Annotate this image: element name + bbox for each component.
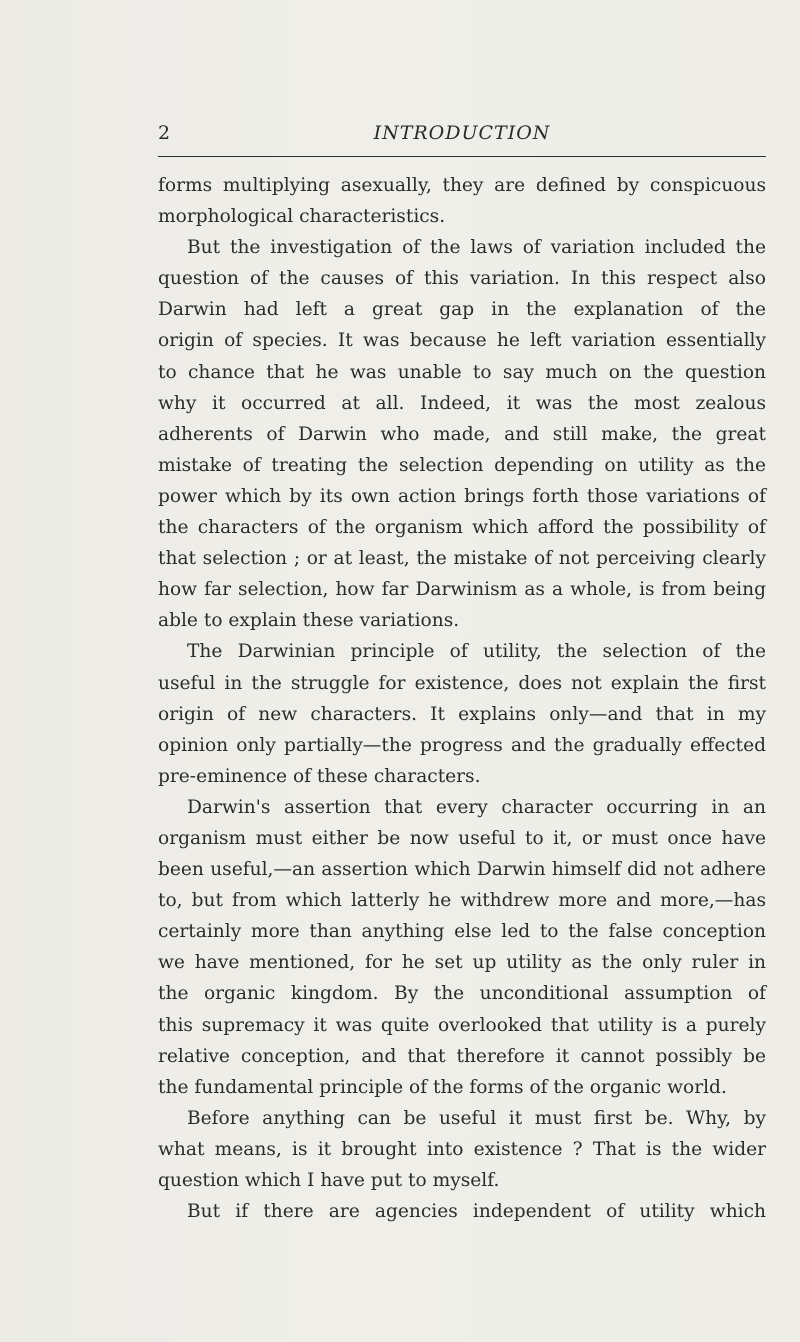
text-line: opinion only partially—the progress and the gradually effected <box>158 734 766 756</box>
text-line: this supremacy it was quite overlooked that utility is a purely <box>158 1014 766 1036</box>
text-line: forms multiplying asexually, they are defined by conspicuous <box>158 175 766 196</box>
text-line: But the investigation of the laws of variation included the <box>187 237 766 259</box>
text-line: question which I have put to myself. <box>158 1170 500 1191</box>
text-line: But if there are agencies independent of utility which <box>187 1201 766 1223</box>
text-line: the fundamental principle of the forms of the organic world. <box>158 1076 727 1098</box>
body-text <box>158 170 766 1227</box>
text-line: mistake of treating the selection depending on utility as the <box>158 454 766 476</box>
text-line: that selection ; or at least, the mistake of not perceiving clearly <box>158 548 766 570</box>
text-line: power which by its own action brings forth those variations of <box>158 485 766 507</box>
text-line: question of the causes of this variation. In this respect also <box>158 268 766 290</box>
text-line: the organic kingdom. By the unconditional assumption of <box>158 983 766 1005</box>
text-line: origin of new characters. It explains only—and that in my <box>158 703 766 725</box>
text-line: been useful,—an assertion which Darwin himself did not adhere <box>158 859 766 881</box>
text-line: to, but from which latterly he withdrew more and more,—has <box>158 890 766 912</box>
text-line: Darwin had left a great gap in the explanation of the <box>158 299 766 321</box>
text-line: adherents of Darwin who made, and still make, the great <box>158 423 766 445</box>
text-line: useful in the struggle for existence, does not explain the first <box>158 672 766 694</box>
text-line: Before anything can be useful it must first be. Why, by <box>187 1107 766 1129</box>
text-line: The Darwinian principle of utility, the selection of the <box>187 641 766 663</box>
page-header <box>158 118 766 148</box>
header-rule <box>158 156 766 157</box>
page-number: 2 <box>158 122 171 144</box>
text-line: what means, is it brought into existence ? That is the wider <box>158 1138 766 1160</box>
text-line: the characters of the organism which afford the possibility of <box>158 517 766 539</box>
text-line: Darwin's assertion that every character occurring in an <box>187 796 766 818</box>
text-line: why it occurred at all. Indeed, it was the most zealous <box>158 392 766 414</box>
text-line: organism must either be now useful to it, or must once have <box>158 827 766 849</box>
text-line: how far selection, how far Darwinism as a whole, is from being <box>158 579 766 601</box>
text-line: we have mentioned, for he set up utility as the only ruler in <box>158 952 766 974</box>
text-line: morphological characteristics. <box>158 206 446 228</box>
text-line: relative conception, and that therefore it cannot possibly be <box>158 1045 766 1067</box>
text-line: origin of species. It was because he left variation essentially <box>158 330 766 352</box>
running-head: INTRODUCTION <box>373 122 551 144</box>
text-line: able to explain these variations. <box>158 610 460 632</box>
text-line: to chance that he was unable to say much on the question <box>158 361 766 383</box>
text-line: pre-eminence of these characters. <box>158 765 481 787</box>
text-line: certainly more than anything else led to the false conception <box>158 921 766 943</box>
